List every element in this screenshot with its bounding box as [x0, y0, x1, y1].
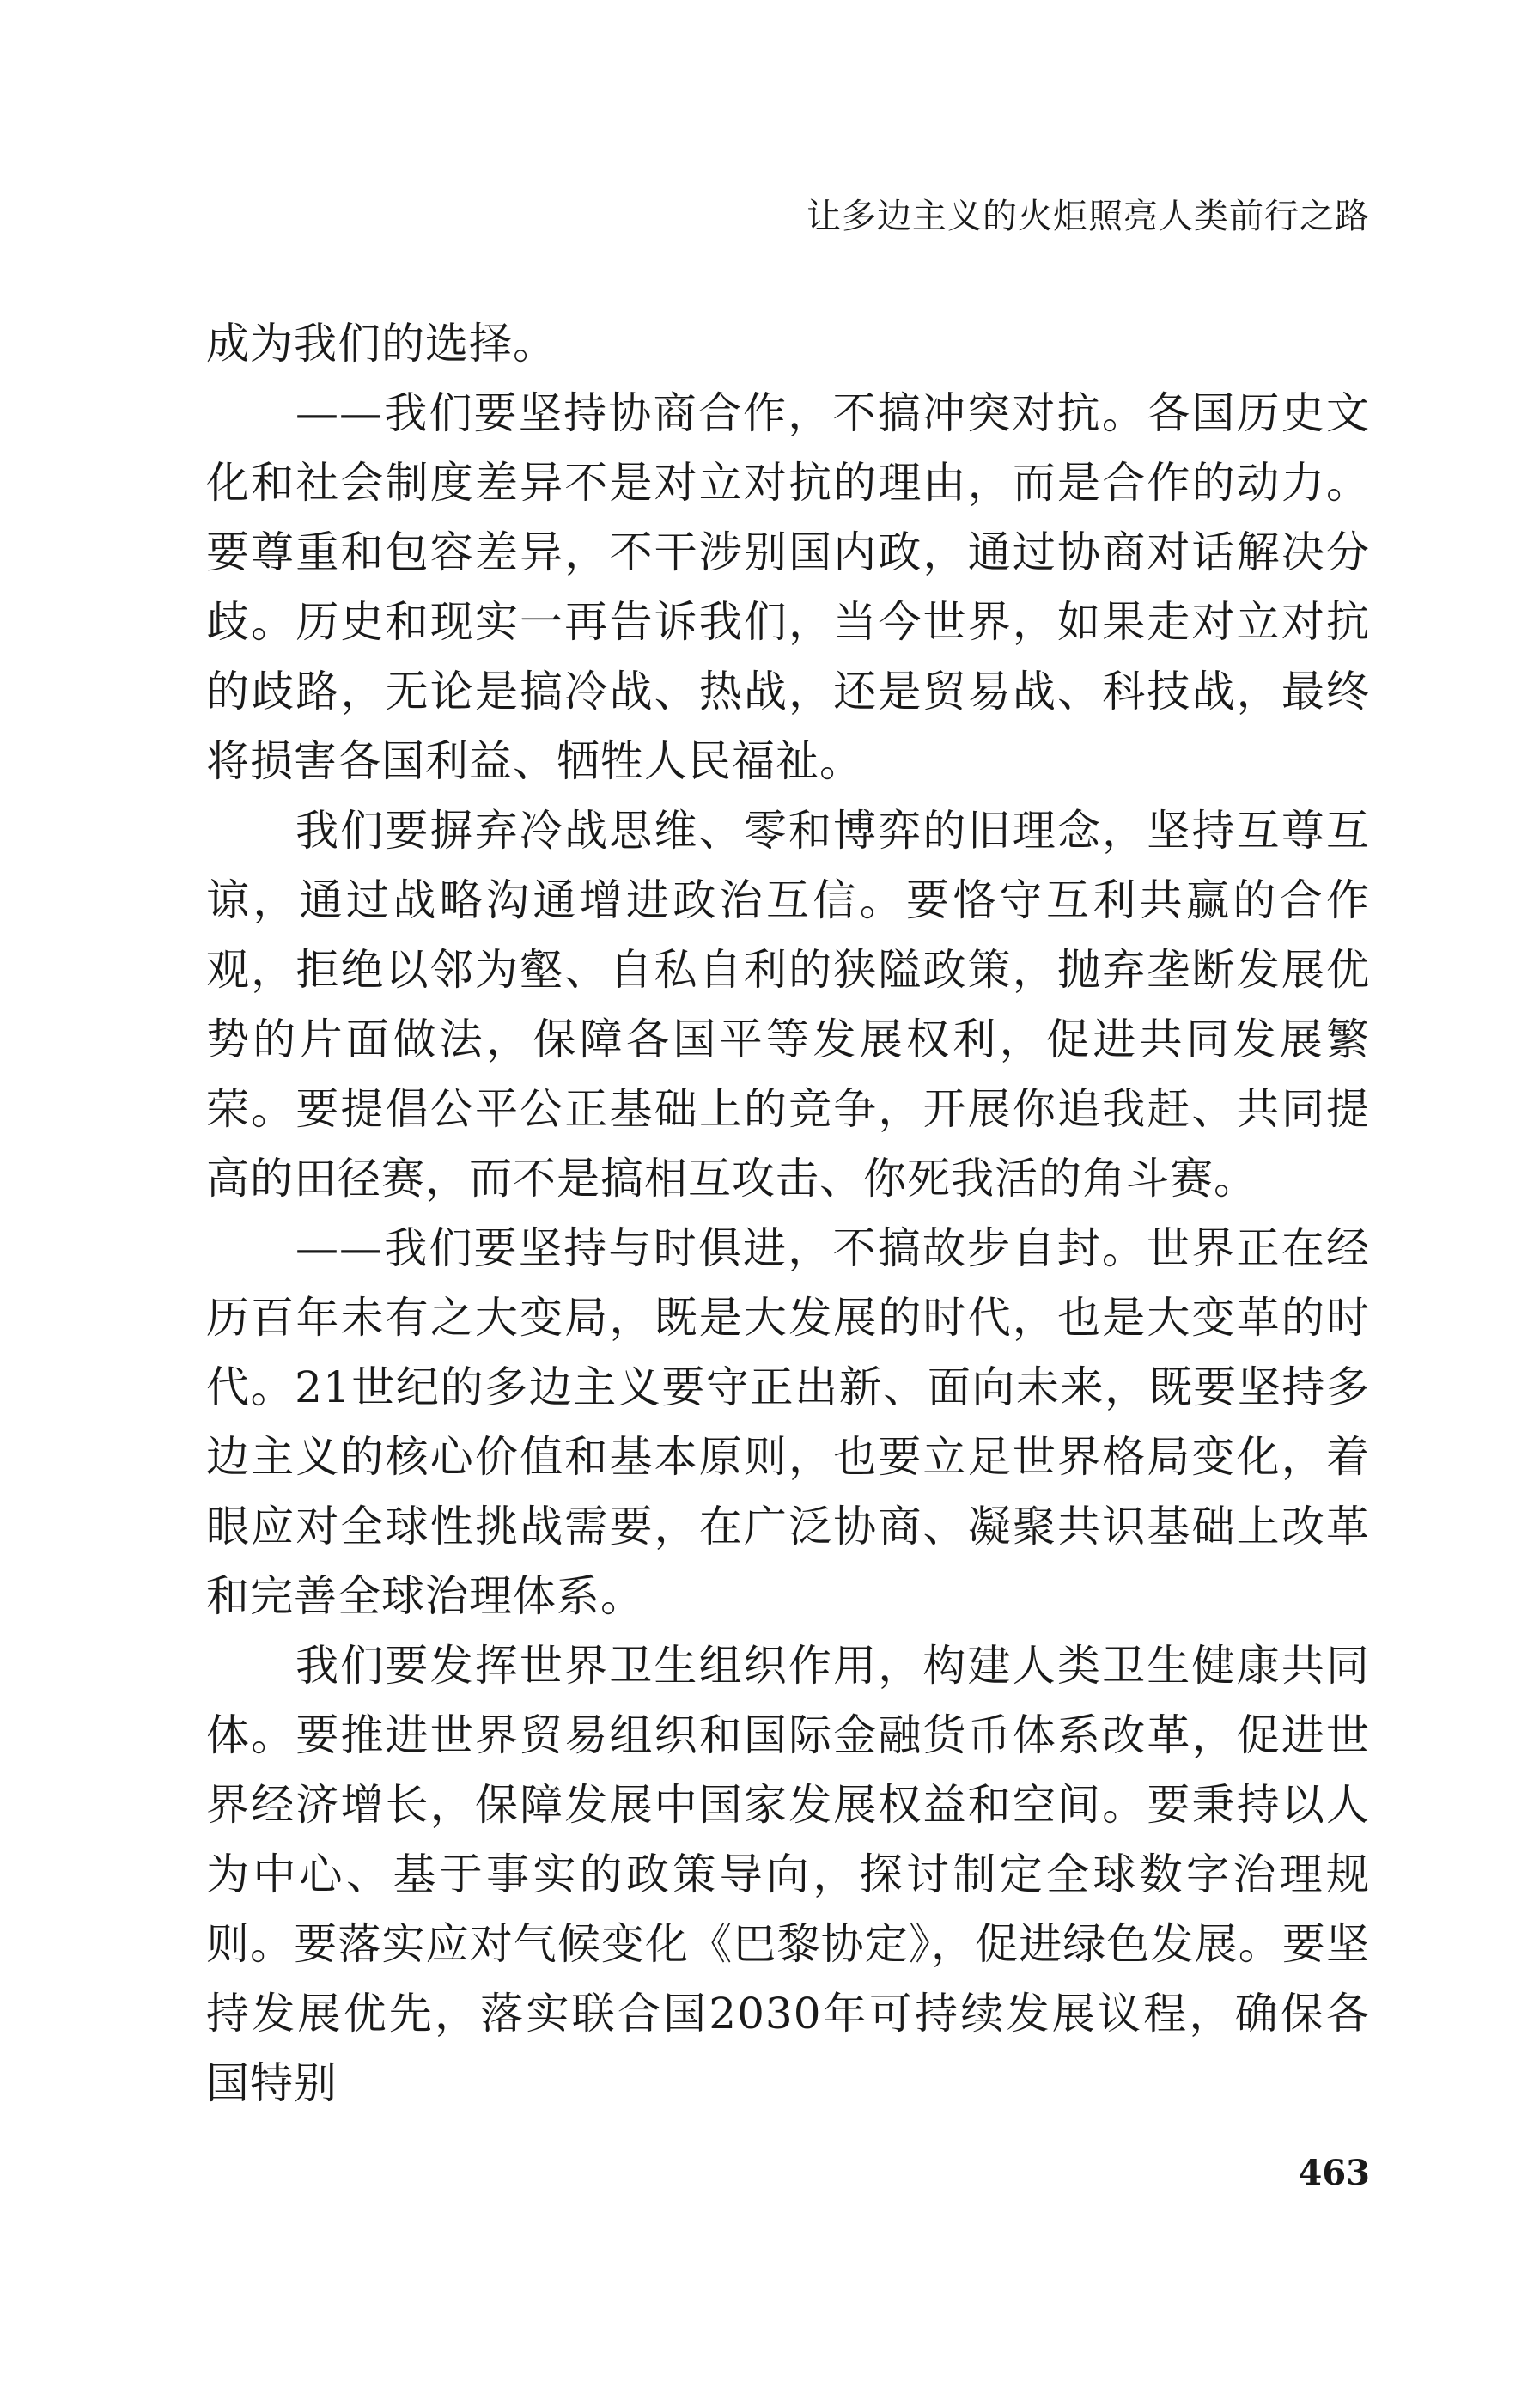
- paragraph-continuation: 成为我们的选择。: [206, 319, 557, 369]
- running-head: 让多边主义的火炬照亮人类前行之路: [807, 197, 1370, 236]
- paragraph-keep-pace-with-times: ——我们要坚持与时俱进，不搞故步自封。世界正在经历百年未有之大变局，既是大发展的时代，也是大变革的时代。21世纪的多边主义要守正出新、面向未来，既要坚持多边主义的核心价值和基本原则，也要立足世界格局变化，着眼应对全球性挑战需要，在广泛协商、凝聚共识基础上改革和完善全球治理体系。: [206, 1223, 1370, 1621]
- paragraph-global-governance: 我们要发挥世界卫生组织作用，构建人类卫生健康共同体。要推进世界贸易组织和国际金融货币体系改革，促进世界经济增长，保障发展中国家发展权益和空间。要秉持以人为中心、基于事实的政策导向，探讨制定全球数字治理规则。要落实应对气候变化《巴黎协定》，促进绿色发展。要坚持发展优先，落实联合国2030年可持续发展议程，确保各国特别: [206, 1641, 1370, 2108]
- paragraph-cold-war-mentality: 我们要摒弃冷战思维、零和博弈的旧理念，坚持互尊互谅，通过战略沟通增进政治互信。要恪守互利共赢的合作观，拒绝以邻为壑、自私自利的狭隘政策，抛弃垄断发展优势的片面做法，保障各国平等发展权利，促进共同发展繁荣。要提倡公平公正基础上的竞争，开展你追我赶、共同提高的田径赛，而不是搞相互攻击、你死我活的角斗赛。: [206, 806, 1370, 1204]
- body-text: [206, 309, 1370, 2118]
- page-number: 463: [1298, 2153, 1370, 2193]
- paragraph-consultation: ——我们要坚持协商合作，不搞冲突对抗。各国历史文化和社会制度差异不是对立对抗的理由，而是合作的动力。要尊重和包容差异，不干涉别国内政，通过协商对话解决分歧。历史和现实一再告诉我们，当今世界，如果走对立对抗的歧路，无论是搞冷战、热战，还是贸易战、科技战，最终将损害各国利益、牺牲人民福祉。: [206, 388, 1370, 786]
